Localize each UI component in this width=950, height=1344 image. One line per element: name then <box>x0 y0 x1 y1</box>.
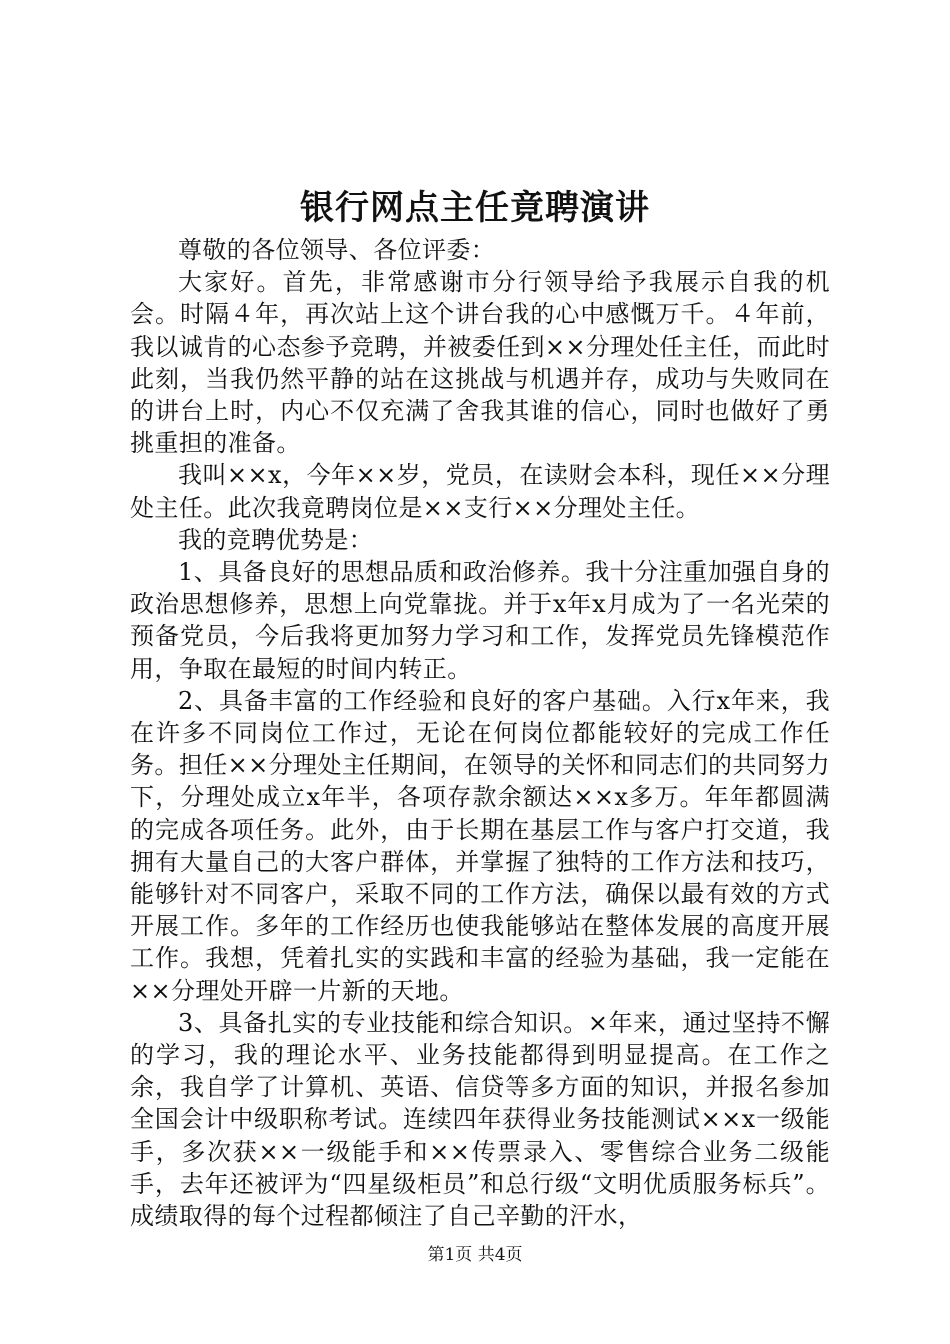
paragraph-advantages-heading: 我的竞聘优势是： <box>178 525 374 554</box>
document-body <box>130 234 830 1232</box>
document-title: 银行网点主任竟聘演讲 <box>300 188 650 228</box>
paragraph-opening: 大家好。首先，非常感谢市分行领导给予我展示自我的机会。时隔４年，再次站上这个讲台我的心中感慨万千。４年前，我以诚肯的心态参予竞聘，并被委任到××分理处任主任，而此时此刻，当我仍然平静的站在这挑战与机遇并存，成功与失败同在的讲台上时，内心不仅充满了舍我其谁的信心，同时也做好了勇挑重担的准备。 <box>130 268 830 458</box>
paragraph-self-introduction: 我叫××x，今年××岁，党员，在读财会本科，现任××分理处主任。此次我竟聘岗位是××支行××分理处主任。 <box>130 461 830 522</box>
paragraph-advantage-1: 1、具备良好的思想品质和政治修养。我十分注重加强自身的政治思想修养，思想上向党靠拢。并于x年x月成为了一名光荣的预备党员，今后我将更加努力学习和工作，发挥党员先锋模范作用，争取在最短的时间内转正。 <box>130 558 830 683</box>
page-footer: 第1页 共4页 <box>427 1245 523 1265</box>
paragraph-advantage-3: 3、具备扎实的专业技能和综合知识。×年来，通过坚持不懈的学习，我的理论水平、业务技能都得到明显提高。在工作之余，我自学了计算机、英语、信贷等多方面的知识，并报名参加全国会计中级职称考试。连续四年获得业务技能测试××x一级能手，多次获××一级能手和××传票录入、零售综合业务二级能手，去年还被评为“四星级柜员”和总行级“文明优质服务标兵”。成绩取得的每个过程都倾注了自己辛勤的汗水， <box>130 1008 830 1231</box>
paragraph-salutation: 尊敬的各位领导、各位评委： <box>178 236 496 264</box>
paragraph-advantage-2: 2、具备丰富的工作经验和良好的客户基础。入行x年来，我在许多不同岗位工作过，无论在何岗位都能较好的完成工作任务。担任××分理处主任期间，在领导的关怀和同志们的共同努力下，分理处成立x年半，各项存款余额达××x多万。年年都圆满的完成各项任务。此外，由于长期在基层工作与客户打交道，我拥有大量自己的大客户群体，并掌握了独特的工作方法和技巧，能够针对不同客户，采取不同的工作方法，确保以最有效的方式开展工作。多年的工作经历也使我能够站在整体发展的高度开展工作。我想，凭着扎实的实践和丰富的经验为基础，我一定能在××分理处开辟一片新的天地。 <box>130 686 830 1005</box>
